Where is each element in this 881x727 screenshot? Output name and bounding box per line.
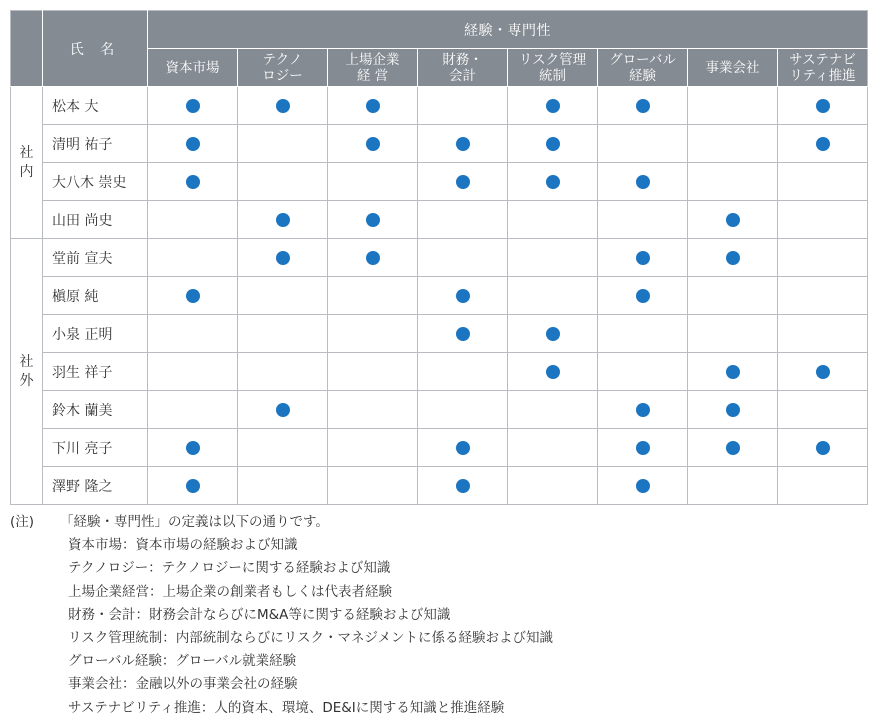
table-row xyxy=(11,429,868,467)
skill-cell xyxy=(598,163,688,201)
skill-dot-icon xyxy=(636,175,650,189)
table-row xyxy=(11,277,868,315)
skill-cell xyxy=(148,429,238,467)
skill-dot-icon xyxy=(276,213,290,227)
skill-cell xyxy=(598,315,688,353)
skill-dot-icon xyxy=(546,137,560,151)
skill-cell xyxy=(598,391,688,429)
skill-dot-icon xyxy=(186,479,200,493)
member-name: 鈴木 蘭美 xyxy=(43,391,148,429)
skill-cell xyxy=(688,467,778,505)
column-header: グローバル 経験 xyxy=(598,49,688,87)
skill-dot-icon xyxy=(366,99,380,113)
skill-cell xyxy=(238,315,328,353)
skill-cell xyxy=(418,467,508,505)
skill-cell xyxy=(238,467,328,505)
skill-dot-icon xyxy=(456,327,470,341)
skill-dot-icon xyxy=(456,137,470,151)
skill-dot-icon xyxy=(636,479,650,493)
skill-cell xyxy=(688,239,778,277)
table-body xyxy=(11,87,868,505)
skill-dot-icon xyxy=(726,251,740,265)
column-header: 資本市場 xyxy=(148,49,238,87)
header-blank xyxy=(11,11,43,87)
skill-cell xyxy=(328,201,418,239)
skill-dot-icon xyxy=(186,441,200,455)
skill-cell xyxy=(508,125,598,163)
skill-dot-icon xyxy=(816,365,830,379)
skill-cell xyxy=(418,429,508,467)
table-row xyxy=(11,87,868,125)
skill-dot-icon xyxy=(816,441,830,455)
skill-dot-icon xyxy=(546,175,560,189)
skill-cell xyxy=(418,315,508,353)
skill-cell xyxy=(238,391,328,429)
skill-cell xyxy=(688,125,778,163)
skill-cell xyxy=(328,429,418,467)
skill-cell xyxy=(328,391,418,429)
group-label: 社 外 xyxy=(11,239,43,505)
skill-dot-icon xyxy=(276,251,290,265)
skill-cell xyxy=(688,353,778,391)
skill-cell xyxy=(328,353,418,391)
skill-cell xyxy=(688,163,778,201)
note-definition: グローバル経験：グローバル就業経験 xyxy=(68,653,297,670)
skill-cell xyxy=(418,163,508,201)
skill-dot-icon xyxy=(456,441,470,455)
skill-dot-icon xyxy=(276,99,290,113)
skill-cell xyxy=(238,163,328,201)
skill-dot-icon xyxy=(726,403,740,417)
skill-cell xyxy=(238,239,328,277)
table-row xyxy=(11,467,868,505)
skill-cell xyxy=(598,125,688,163)
column-header: 上場企業 経 営 xyxy=(328,49,418,87)
skills-matrix-table xyxy=(10,10,868,505)
skill-dot-icon xyxy=(816,137,830,151)
skill-cell xyxy=(328,87,418,125)
column-header: 事業会社 xyxy=(688,49,778,87)
member-name: 堂前 宣夫 xyxy=(43,239,148,277)
column-header: テクノ ロジー xyxy=(238,49,328,87)
skill-cell xyxy=(778,239,868,277)
skill-cell xyxy=(778,315,868,353)
skill-cell xyxy=(598,429,688,467)
skill-cell xyxy=(508,201,598,239)
notes-section xyxy=(10,511,553,720)
skill-cell xyxy=(508,277,598,315)
skill-cell xyxy=(418,125,508,163)
note-definition: サステナビリティ推進：人的資本、環境、DE&Iに関する知識と推進経験 xyxy=(68,699,505,716)
skill-dot-icon xyxy=(816,99,830,113)
member-name: 山田 尚史 xyxy=(43,201,148,239)
skill-cell xyxy=(778,125,868,163)
skill-cell xyxy=(688,87,778,125)
skill-cell xyxy=(238,125,328,163)
skill-cell xyxy=(148,87,238,125)
member-name: 澤野 隆之 xyxy=(43,467,148,505)
skill-cell xyxy=(508,353,598,391)
member-name: 槇原 純 xyxy=(43,277,148,315)
skill-cell xyxy=(328,277,418,315)
skill-dot-icon xyxy=(726,365,740,379)
skill-dot-icon xyxy=(726,213,740,227)
note-definition: 事業会社：金融以外の事業会社の経験 xyxy=(68,676,298,693)
skill-cell xyxy=(418,391,508,429)
skill-cell xyxy=(148,391,238,429)
member-name: 松本 大 xyxy=(43,87,148,125)
skill-cell xyxy=(778,391,868,429)
skill-dot-icon xyxy=(546,99,560,113)
column-header: サステナビ リティ推進 xyxy=(778,49,868,87)
skill-cell xyxy=(238,277,328,315)
skill-dot-icon xyxy=(636,99,650,113)
member-name: 清明 祐子 xyxy=(43,125,148,163)
header-name: 氏 名 xyxy=(43,11,148,87)
skill-cell xyxy=(238,353,328,391)
skill-cell xyxy=(598,239,688,277)
table-row xyxy=(11,201,868,239)
note-definition: 上場企業経営：上場企業の創業者もしくは代表者経験 xyxy=(68,583,392,600)
skill-cell xyxy=(688,391,778,429)
skill-cell xyxy=(598,353,688,391)
skill-dot-icon xyxy=(456,175,470,189)
note-definition: テクノロジー：テクノロジーに関する経験および知識 xyxy=(68,560,391,577)
skill-cell xyxy=(328,315,418,353)
note-definition: 資本市場：資本市場の経験および知識 xyxy=(68,537,298,554)
skill-dot-icon xyxy=(186,289,200,303)
skill-cell xyxy=(778,87,868,125)
skill-cell xyxy=(598,277,688,315)
skill-cell xyxy=(778,277,868,315)
skill-cell xyxy=(238,87,328,125)
skill-cell xyxy=(688,201,778,239)
skill-cell xyxy=(508,315,598,353)
skill-cell xyxy=(508,391,598,429)
skill-cell xyxy=(778,163,868,201)
skill-dot-icon xyxy=(366,251,380,265)
skill-cell xyxy=(418,353,508,391)
note-definition: リスク管理統制：内部統制ならびにリスク・マネジメントに係る経験および知識 xyxy=(68,630,554,647)
member-name: 下川 亮子 xyxy=(43,429,148,467)
skill-cell xyxy=(508,429,598,467)
table-row xyxy=(11,315,868,353)
notes-heading-line xyxy=(10,511,553,534)
skill-cell xyxy=(148,239,238,277)
member-name: 大八木 崇史 xyxy=(43,163,148,201)
skill-dot-icon xyxy=(276,403,290,417)
skill-cell xyxy=(598,87,688,125)
skill-dot-icon xyxy=(636,251,650,265)
member-name: 小泉 正明 xyxy=(43,315,148,353)
skill-cell xyxy=(508,87,598,125)
skill-cell xyxy=(328,467,418,505)
group-label: 社 内 xyxy=(11,87,43,239)
skill-dot-icon xyxy=(726,441,740,455)
skill-cell xyxy=(148,125,238,163)
skill-cell xyxy=(508,239,598,277)
skill-dot-icon xyxy=(636,403,650,417)
skill-dot-icon xyxy=(186,137,200,151)
skill-cell xyxy=(688,429,778,467)
skill-cell xyxy=(688,277,778,315)
column-header: 財務・ 会計 xyxy=(418,49,508,87)
skill-cell xyxy=(328,125,418,163)
header-category: 経験・専門性 xyxy=(148,11,868,49)
skill-dot-icon xyxy=(366,137,380,151)
member-name: 羽生 祥子 xyxy=(43,353,148,391)
note-definition: 財務・会計：財務会計ならびにM&A等に関する経験および知識 xyxy=(68,606,451,623)
table-row xyxy=(11,353,868,391)
table-row xyxy=(11,391,868,429)
skill-cell xyxy=(778,201,868,239)
skill-dot-icon xyxy=(456,289,470,303)
skill-cell xyxy=(598,201,688,239)
skill-dot-icon xyxy=(636,441,650,455)
skill-cell xyxy=(418,277,508,315)
table-row xyxy=(11,163,868,201)
skill-dot-icon xyxy=(636,289,650,303)
skill-cell xyxy=(418,239,508,277)
skill-dot-icon xyxy=(186,175,200,189)
skill-dot-icon xyxy=(456,479,470,493)
skill-cell xyxy=(238,201,328,239)
skill-cell xyxy=(148,467,238,505)
skill-cell xyxy=(508,163,598,201)
skill-dot-icon xyxy=(546,365,560,379)
skill-cell xyxy=(148,353,238,391)
skill-dot-icon xyxy=(546,327,560,341)
skill-cell xyxy=(148,163,238,201)
skill-cell xyxy=(418,87,508,125)
skill-cell xyxy=(418,201,508,239)
skill-cell xyxy=(328,163,418,201)
table-row xyxy=(11,239,868,277)
notes-heading: 「経験・専門性」の定義は以下の通りです。 xyxy=(60,514,329,530)
skill-cell xyxy=(508,467,598,505)
skill-cell xyxy=(778,353,868,391)
table-row xyxy=(11,125,868,163)
skill-cell xyxy=(238,429,328,467)
skill-dot-icon xyxy=(366,213,380,227)
skill-cell xyxy=(148,201,238,239)
skill-dot-icon xyxy=(186,99,200,113)
skill-cell xyxy=(148,315,238,353)
skill-cell xyxy=(688,315,778,353)
skill-cell xyxy=(148,277,238,315)
skill-cell xyxy=(778,467,868,505)
column-header: リスク管理 統制 xyxy=(508,49,598,87)
notes-prefix: (注) xyxy=(10,514,35,530)
notes-definitions xyxy=(10,534,553,720)
skill-cell xyxy=(598,467,688,505)
skill-cell xyxy=(778,429,868,467)
skill-cell xyxy=(328,239,418,277)
